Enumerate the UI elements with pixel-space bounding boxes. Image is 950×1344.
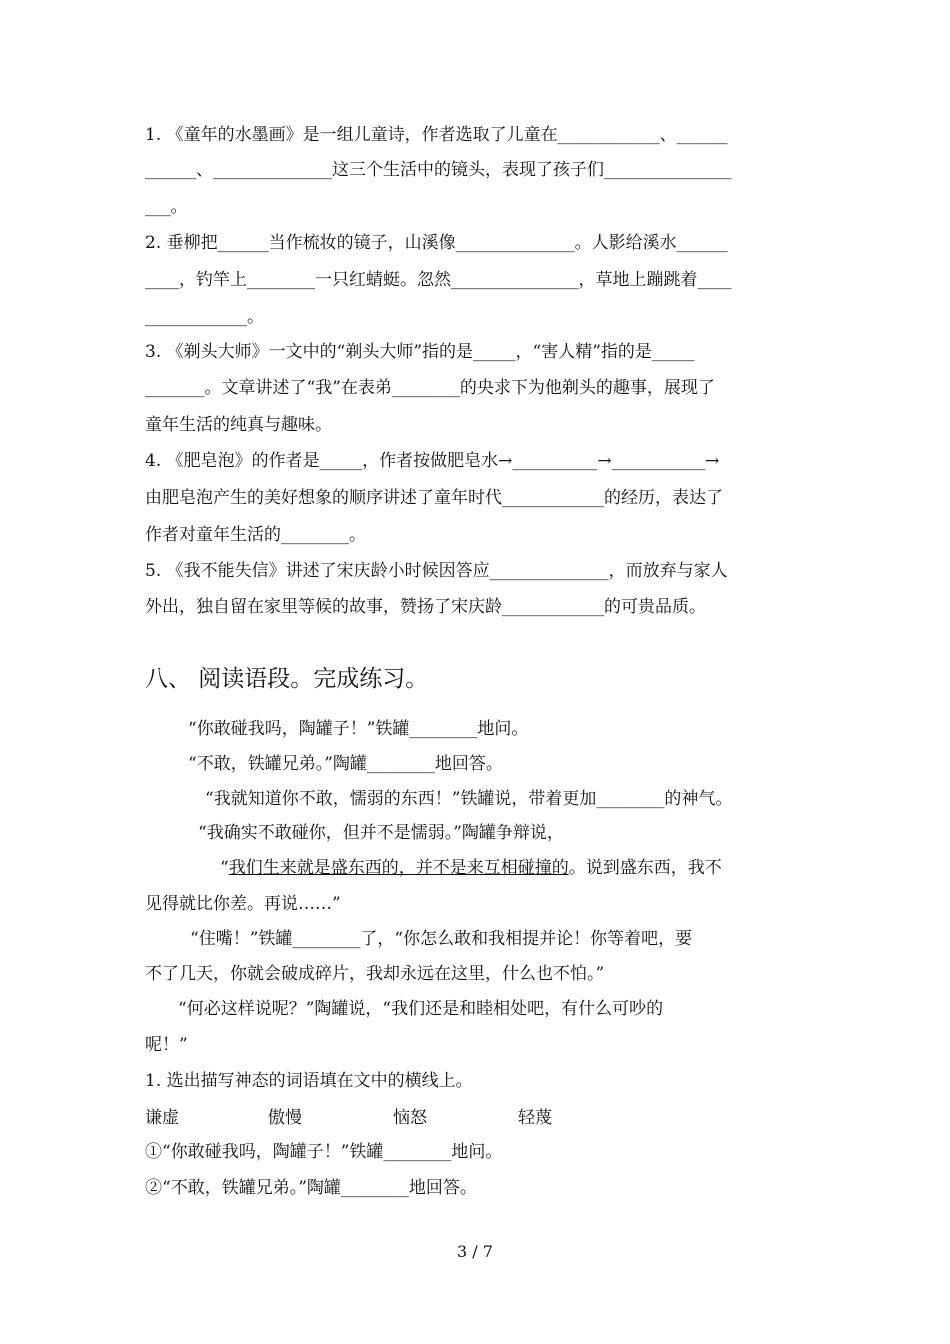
option-word-2: 傲慢 (268, 1108, 302, 1128)
underlined-sentence: 我们生来就是盛东西的，并不是来互相碰撞的 (228, 858, 569, 878)
passage-line-7: “何必这样说呢？”陶罐说，“我们还是和睦相处吧，有什么可吵的 (178, 999, 664, 1019)
passage-line-5 (220, 857, 722, 879)
passage-line-3: “我就知道你不敢，懦弱的东西！”铁罐说，带着更加________的神气。 (205, 789, 733, 809)
q2-line-2: ____，钓竿上________一只红蜻蜓。忽然_______________，草地上蹦跳着____ (145, 270, 732, 290)
q4-line-1: 4. 《肥皂泡》的作者是_____，作者按做肥皂水→__________→___________→ (145, 451, 720, 471)
passage-line-5-rest: 。说到盛东西，我不 (568, 858, 722, 878)
q1-line-1: 1. 《童年的水墨画》是一组儿童诗，作者选取了儿童在____________、______ (145, 125, 728, 145)
q5-line-1: 5. 《我不能失信》讲述了宋庆龄小时候因答应______________，而放弃与家人 (145, 561, 728, 581)
q3-line-3: 童年生活的纯真与趣味。 (145, 415, 332, 435)
q3-line-1: 3. 《剃头大师》一文中的“剃头大师”指的是_____，“害人精”指的是_____ (145, 342, 695, 362)
option-word-4: 轻蔑 (518, 1108, 552, 1128)
answer-line-2: ②“不敢，铁罐兄弟。”陶罐________地回答。 (145, 1178, 477, 1198)
passage-line-6-cont: 不了几天，你就会破成碎片，我却永远在这里，什么也不怕。” (145, 964, 605, 984)
section-title: 八、 阅读语段。完成练习。 (145, 666, 429, 692)
page-number: 3 / 7 (457, 1242, 493, 1261)
q4-line-3: 作者对童年生活的________。 (145, 525, 366, 545)
q1-line-2: ______、______________这三个生活中的镜头，表现了孩子们_______________ (145, 160, 732, 180)
q2-line-3: ____________。 (145, 307, 264, 327)
passage-line-5-cont: 见得就比你差。再说……” (145, 894, 341, 914)
passage-line-4: “我确实不敢碰你，但并不是懦弱。”陶罐争辩说， (198, 823, 564, 843)
q5-line-2: 外出，独自留在家里等候的故事，赞扬了宋庆龄____________的可贵品质。 (145, 597, 706, 617)
q4-line-2: 由肥皂泡产生的美好想象的顺序讲述了童年时代____________的经历，表达了 (145, 488, 723, 508)
exercise-question-1: 1. 选出描写神态的词语填在文中的横线上。 (145, 1071, 473, 1091)
passage-line-7-cont: 呢！” (145, 1035, 188, 1055)
passage-line-6: “住嘴！”铁罐________了，“你怎么敢和我相提并论！你等着吧，要 (190, 929, 693, 949)
option-word-1: 谦虚 (145, 1108, 179, 1128)
passage-line-2: “不敢，铁罐兄弟。”陶罐________地回答。 (188, 754, 503, 774)
q1-line-3: ___。 (145, 197, 188, 217)
q2-line-1: 2. 垂柳把______当作梳妆的镜子，山溪像______________。人影给溪水______ (145, 233, 728, 253)
q3-line-2: _______。文章讲述了“我”在表弟________的央求下为他剃头的趣事，展现了 (145, 378, 715, 398)
answer-line-1: ①“你敢碰我吗，陶罐子！”铁罐________地问。 (145, 1142, 503, 1162)
option-word-3: 恼怒 (393, 1108, 427, 1128)
quote-open: “ (220, 858, 229, 878)
passage-line-1: “你敢碰我吗，陶罐子！”铁罐________地问。 (188, 719, 529, 739)
